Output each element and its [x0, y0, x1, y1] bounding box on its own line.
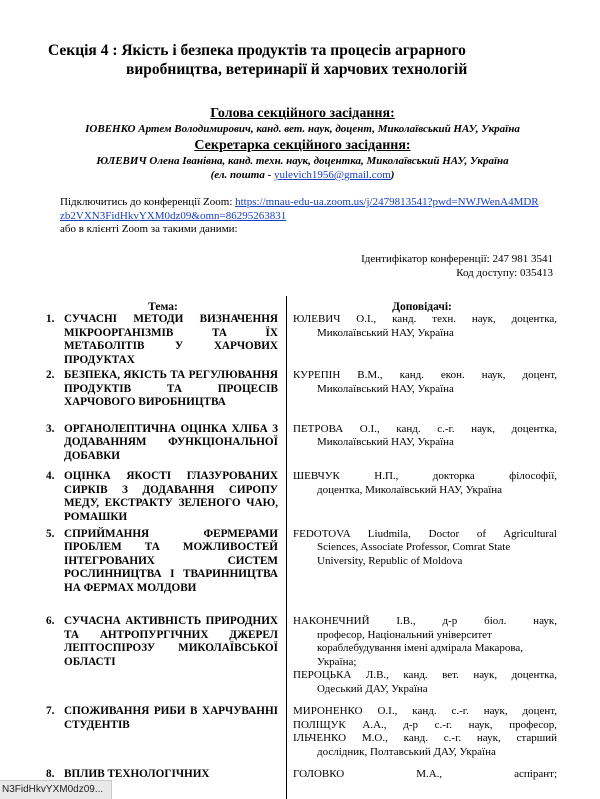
speaker-affiliation: Sciences, Associate Professor, Comrat State University, Republic of Moldova	[317, 541, 511, 567]
speaker-name-line: МИРОНЕНКО О.І., канд. с.-г. наук, доцент,	[293, 705, 557, 718]
speakers-cell	[287, 528, 558, 616]
speakers-cell	[287, 705, 558, 768]
speaker-affiliation: дослідник, Полтавський ДАУ, Україна	[317, 745, 496, 758]
zoom-block	[60, 196, 540, 237]
speakers-header: Доповідачі:	[392, 301, 452, 313]
link-status-tooltip: N3FidHkvYXM0dz09...	[0, 780, 112, 799]
schedule-row	[40, 313, 557, 369]
zoom-conference-id: Ідентифікатор конференції: 247 981 3541	[361, 253, 553, 265]
speaker-affiliation: Одеський ДАУ, Україна	[317, 682, 428, 695]
speaker-affiliation: Миколаївський НАУ, Україна	[317, 382, 454, 395]
speaker-entry	[287, 313, 557, 340]
speaker-entry	[287, 705, 557, 719]
topic-text	[40, 313, 286, 367]
topic-number: 7.	[46, 705, 55, 718]
topic-number: 8.	[46, 767, 55, 780]
schedule-table	[40, 296, 557, 799]
speaker-name-line: КУРЕПІН В.М., канд. екон. наук, доцент,	[293, 369, 557, 382]
topic-number: 4.	[46, 470, 55, 483]
speakers-cell	[287, 313, 558, 369]
zoom-connect-label: Підключитись до конференції Zoom:	[60, 196, 236, 208]
topic-number: 6.	[46, 615, 55, 628]
secretary-email-line	[30, 168, 575, 182]
topic-cell	[40, 615, 287, 705]
zoom-link[interactable]: https://mnau-edu-ua.zoom.us/j/2479813541?pwd=NWJWenA4MDRzb2VXN3FidHkvYXM0dz09&omn=86295263831	[60, 196, 539, 222]
section-title-line1: Секція 4 : Якість і безпека продуктів та процесів аграрного	[48, 42, 466, 59]
email-suffix: )	[390, 169, 395, 181]
topic-cell	[40, 423, 287, 471]
topic-title: ОЦІНКА ЯКОСТІ ГЛАЗУРОВАНИХ СИРКІВ З ДОДАВАННЯ СИРОПУ МЕДУ, ЕКСТРАКТУ ЗЕЛЕНОГО ЧАЮ, РОМАШКИ	[64, 470, 278, 523]
topic-header: Тема:	[40, 296, 287, 313]
speaker-name-line: НАКОНЕЧНИЙ І.В., д-р біол. наук,	[293, 615, 557, 628]
secretary-block	[30, 138, 575, 182]
speaker-entry	[287, 768, 557, 782]
topic-title: СПРИЙМАННЯ ФЕРМЕРАМИ ПРОБЛЕМ ТА МОЖЛИВОСТЕЙ ІНТЕГРОВАНИХ СИСТЕМ РОСЛИННИЦТВА І ТВАРИННИЦТВА НА ФЕРМАХ МОЛДОВИ	[64, 527, 278, 594]
speaker-name-line: ГОЛОВКО М.А., аспірант;	[293, 767, 557, 780]
speakers-cell	[287, 615, 558, 705]
topic-number: 1.	[46, 313, 55, 325]
section-title	[48, 41, 568, 79]
speaker-name-line: ЮЛЕВИЧ О.І., канд. техн. наук, доцентка,	[293, 313, 557, 325]
speaker-affiliation: професор, Національний університет кораблебудування імені адмірала Макарова, Україна;	[317, 628, 524, 668]
speaker-name-line: FEDOTOVA Liudmila, Doctor of Agricultural	[293, 527, 557, 540]
speaker-entry	[287, 423, 557, 450]
speaker-affiliation: доцентка, Миколаївський НАУ, Україна	[317, 483, 503, 496]
topic-title: ВПЛИВ ТЕХНОЛОГІЧНИХ	[64, 767, 210, 780]
topic-text	[40, 470, 286, 524]
topic-number: 5.	[46, 527, 55, 540]
speaker-affiliation: Миколаївський НАУ, Україна	[317, 436, 454, 448]
topic-cell	[40, 369, 287, 422]
topic-number: 3.	[46, 422, 55, 435]
secretary-name: ЮЛЕВИЧ Олена Іванівна, канд. техн. наук, доцентка, Миколаївський НАУ, Україна	[96, 155, 509, 167]
schedule-row	[40, 369, 557, 422]
speakers-cell	[287, 423, 558, 471]
topic-title: ОРГАНОЛЕПТИЧНА ОЦІНКА ХЛІБА З ДОДАВАННЯМ ФУНКЦІОНАЛЬНОЇ ДОБАВКИ	[64, 422, 278, 462]
topic-number: 2.	[46, 369, 55, 382]
speaker-entry	[287, 615, 557, 669]
speakers-cell	[287, 470, 558, 527]
schedule-row	[40, 528, 557, 616]
chair-block	[30, 106, 575, 136]
chair-name: ІОВЕНКО Артем Володимирович, канд. вет. наук, доцент, Миколаївський НАУ, Україна	[85, 123, 520, 135]
topic-text	[40, 705, 286, 732]
topic-cell	[40, 705, 287, 768]
topic-title: БЕЗПЕКА, ЯКІСТЬ ТА РЕГУЛЮВАННЯ ПРОДУКТІВ ТА ПРОЦЕСІВ ХАРЧОВОГО ВИРОБНИЦТВА	[64, 369, 278, 409]
zoom-access-code: Код доступу: 035413	[456, 267, 553, 279]
topic-title: СУЧАСНА АКТИВНІСТЬ ПРИРОДНИХ ТА АНТРОПУРГІЧНИХ ДЖЕРЕЛ ЛЕПТОСПІРОЗУ МИКОЛАЇВСЬКОЇ ОБЛАСТІ	[64, 615, 278, 668]
topic-cell	[40, 313, 287, 369]
speaker-entry	[287, 719, 557, 733]
schedule-row	[40, 470, 557, 527]
speaker-entry	[287, 470, 557, 497]
email-link[interactable]: yulevich1956@gmail.com	[274, 169, 391, 181]
secretary-heading: Секретарка секційного засідання:	[194, 138, 411, 153]
topic-text	[40, 615, 286, 669]
speaker-entry	[287, 669, 557, 696]
section-title-line2: виробництва, ветеринарії й харчових технологій	[126, 61, 468, 78]
speaker-affiliation: Миколаївський НАУ, Україна	[317, 326, 454, 339]
speakers-cell	[287, 369, 558, 422]
schedule-row	[40, 423, 557, 471]
schedule-row	[40, 768, 557, 799]
topic-title: СПОЖИВАННЯ РИБИ В ХАРЧУВАННІ СТУДЕНТІВ	[64, 705, 278, 731]
speaker-name-line: ПОЛІЩУК А.А., д-р с.-г. наук, професор,	[293, 718, 557, 731]
speaker-name-line: ПЕРОЦЬКА Л.В., канд. вет. наук, доцентка,	[293, 669, 557, 682]
topic-text	[40, 369, 286, 410]
speaker-entry	[287, 732, 557, 759]
speaker-entry	[287, 528, 557, 569]
topic-title: СУЧАСНІ МЕТОДИ ВИЗНАЧЕННЯ МІКРООРГАНІЗМІВ ТА ЇХ МЕТАБОЛІТІВ У ХАРЧОВИХ ПРОДУКТАХ	[64, 313, 278, 366]
topic-text	[40, 423, 286, 464]
speaker-name-line: ШЕВЧУК Н.П., докторка філософії,	[293, 470, 557, 483]
schedule-row	[40, 705, 557, 768]
email-prefix: (ел. пошта -	[210, 169, 274, 181]
speaker-entry	[287, 369, 557, 396]
topic-cell	[40, 528, 287, 616]
speaker-name-line: ПЕТРОВА О.І., канд. с.-г. наук, доцентка,	[293, 422, 557, 435]
speaker-name-line: ІЛЬЧЕНКО М.О., канд. с.-г. наук, старший	[293, 732, 557, 745]
schedule-header-row	[40, 296, 557, 313]
chair-heading: Голова секційного засідання:	[210, 106, 395, 121]
schedule-row	[40, 615, 557, 705]
topic-text	[40, 528, 286, 596]
topic-cell	[40, 470, 287, 527]
zoom-client-label: або в клієнті Zoom за такими даними:	[60, 223, 238, 235]
speakers-cell	[287, 768, 558, 799]
